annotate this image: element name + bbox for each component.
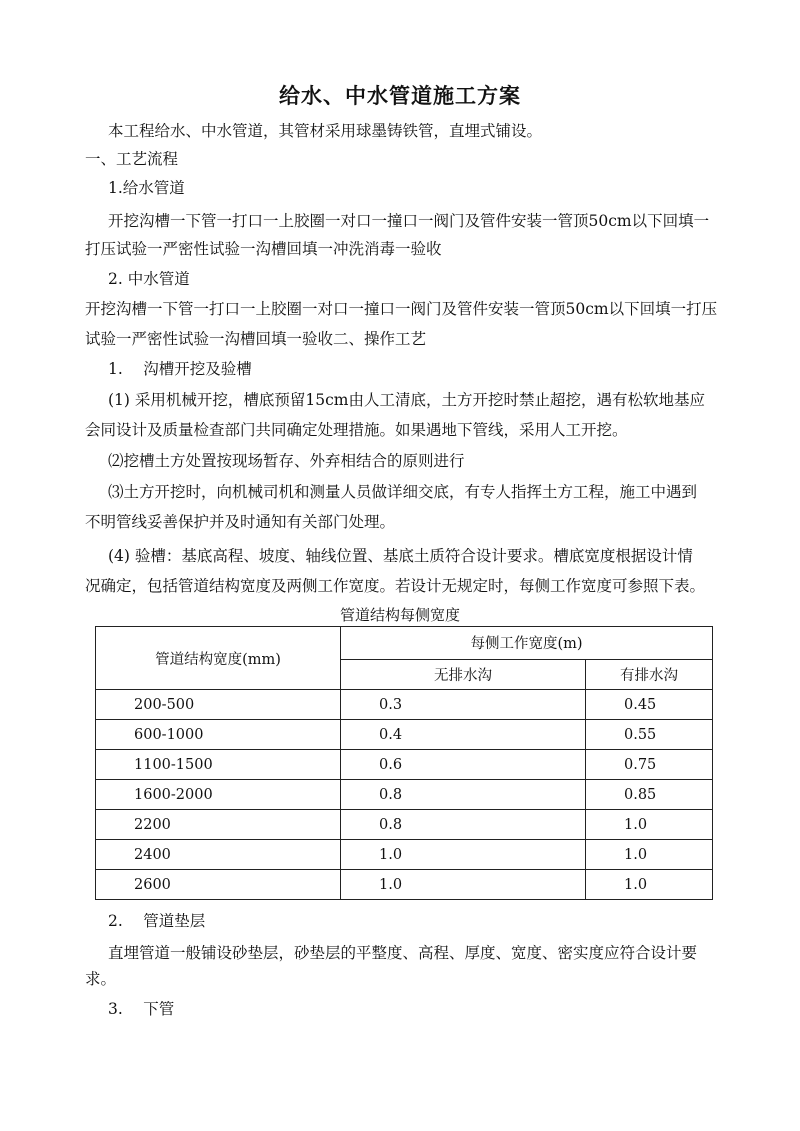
item-4-line2: 况确定，包括管道结构宽度及两侧工作宽度。若设计无规定时，每侧工作宽度可参照下表。 [85, 577, 706, 595]
intro-paragraph: 本工程给水、中水管道，其管材采用球墨铸铁管，直埋式铺设。 [108, 122, 543, 140]
table-row [96, 780, 713, 810]
table-cell: 1100-1500 [96, 750, 341, 780]
table-row [96, 840, 713, 870]
table-cell: 2600 [96, 870, 341, 900]
table-header-work-width: 每侧工作宽度(m) [341, 627, 713, 660]
item-1-line1: (1) 采用机械开挖，槽底预留15cm由人工清底，土方开挖时禁止超挖，遇有松软地基应 [108, 391, 705, 409]
reclaimed-water-steps-line1: 开挖沟槽一下管一打口一上胶圈一对口一撞口一阀门及管件安装一管顶50cm以下回填一打压 [85, 300, 718, 318]
table-cell: 0.45 [586, 690, 713, 720]
table-row [96, 690, 713, 720]
item-3-line2: 不明管线妥善保护并及时通知有关部门处理。 [85, 513, 396, 531]
table-cell: 1.0 [586, 810, 713, 840]
table-cell: 0.8 [341, 810, 586, 840]
work-width-table [95, 626, 713, 900]
section-heading-process: 一、工艺流程 [85, 150, 179, 168]
bedding-paragraph-line2: 求。 [85, 970, 117, 988]
table-cell: 0.3 [341, 690, 586, 720]
table-caption: 管道结构每侧宽度 [339, 606, 460, 624]
table-cell: 1.0 [341, 870, 586, 900]
subheading-water-supply: 1.给水管道 [108, 179, 185, 197]
table-cell: 1600-2000 [96, 780, 341, 810]
table-cell: 200-500 [96, 690, 341, 720]
table-cell: 2400 [96, 840, 341, 870]
water-supply-steps-line2: 打压试验一严密性试验一沟槽回填一冲洗消毒一验收 [85, 240, 442, 258]
table-cell: 2200 [96, 810, 341, 840]
item-2-line1: ⑵挖槽土方处置按现场暂存、外弃相结合的原则进行 [108, 452, 465, 470]
table-cell: 0.55 [586, 720, 713, 750]
table-row [96, 750, 713, 780]
table-cell: 0.75 [586, 750, 713, 780]
table-row [96, 870, 713, 900]
table-row [96, 810, 713, 840]
page-title: 给水、中水管道施工方案 [279, 83, 521, 108]
table-cell: 0.4 [341, 720, 586, 750]
table-cell: 600-1000 [96, 720, 341, 750]
table-cell: 0.85 [586, 780, 713, 810]
table-header-no-drain: 无排水沟 [341, 659, 586, 689]
table-header-with-drain: 有排水沟 [586, 659, 713, 689]
item-3-line1: ⑶土方开挖时，向机械司机和测量人员做详细交底，有专人指挥土方工程，施工中遇到 [108, 483, 698, 501]
subheading-pipe-bedding: 2. 管道垫层 [108, 912, 206, 930]
item-1-line2: 会同设计及质量检查部门共同确定处理措施。如果遇地下管线，采用人工开挖。 [85, 421, 628, 439]
item-4-line1: (4) 验槽：基底高程、坡度、轴线位置、基底土质符合设计要求。槽底宽度根据设计情 [108, 547, 693, 565]
bedding-paragraph-line1: 直埋管道一般铺设砂垫层，砂垫层的平整度、高程、厚度、宽度、密实度应符合设计要 [108, 944, 698, 962]
table-cell: 1.0 [341, 840, 586, 870]
table-cell: 1.0 [586, 870, 713, 900]
subheading-trench-excavation: 1. 沟槽开挖及验槽 [108, 360, 252, 378]
reclaimed-water-steps-line2: 试验一严密性试验一沟槽回填一验收二、操作工艺 [85, 330, 427, 348]
subheading-pipe-lowering: 3. 下管 [108, 1000, 175, 1018]
water-supply-steps-line1: 开挖沟槽一下管一打口一上胶圈一对口一撞口一阀门及管件安装一管顶50cm以下回填一 [108, 212, 710, 230]
table-cell: 0.8 [341, 780, 586, 810]
table-header-structure-width: 管道结构宽度(mm) [96, 627, 341, 690]
table-row [96, 720, 713, 750]
table-cell: 0.6 [341, 750, 586, 780]
subheading-reclaimed-water: 2. 中水管道 [108, 270, 190, 288]
table-cell: 1.0 [586, 840, 713, 870]
